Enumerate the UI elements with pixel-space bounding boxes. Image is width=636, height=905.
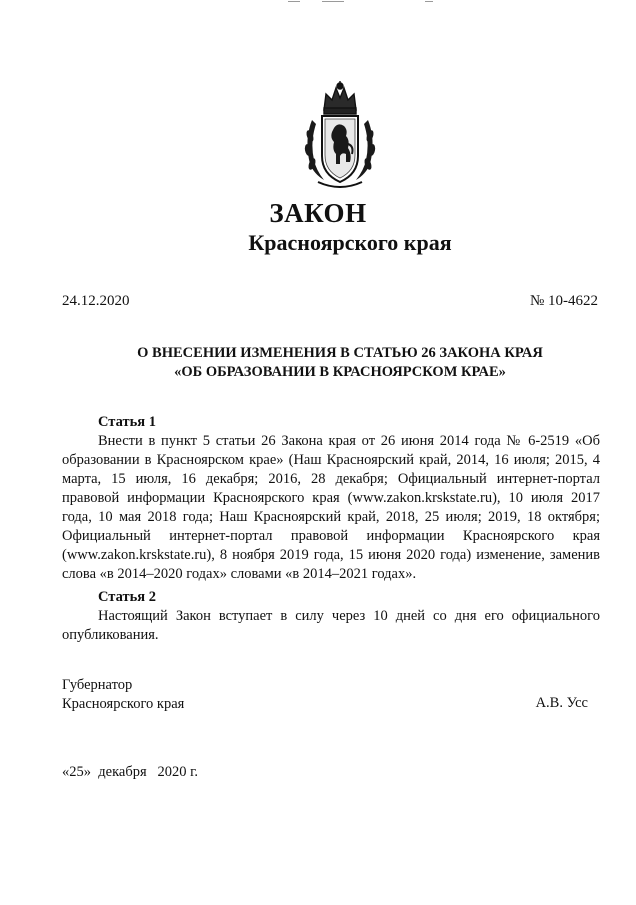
signature-date: «25» декабря 2020 г. — [62, 764, 199, 780]
article-text: Внести в пункт 5 статьи 26 Закона края от 26 июня 2014 года № 6-2519 «Об образовании в Красноярском крае» (Наш Красноярский край, 2014, 16 июля; 2015, 4 марта, 15 июля, 16 декабря; 2016, 28 декабря; Официальный интернет-портал правовой информации Красноярского края (www.zakon.krskstate.ru), 10 июля 2017 года, 10 мая 2018 года; Наш Красноярский край, 2018, 25 июля; 2019, 18 октября; Официальный интернет-портал правовой информации Красноярского края (www.zakon.krskstate.ru), 8 ноября 2019 года, 15 июня 2020 года) изменение, заменив слова «в 2014–2020 годах» словами «в 2014–2021 годах». — [62, 433, 600, 582]
law-heading-line-1: О ВНЕСЕНИИ ИЗМЕНЕНИЯ В СТАТЬЮ 26 ЗАКОНА КРАЯ — [137, 345, 543, 361]
signer-position — [62, 676, 184, 714]
law-title: ЗАКОН — [269, 198, 367, 228]
krasnoyarsk-coat-of-arms-icon — [298, 80, 382, 192]
article-title: Статья 2 — [98, 589, 156, 605]
signer-position-line-1: Губернатор — [62, 677, 133, 693]
article-2 — [62, 588, 600, 645]
article-1 — [62, 413, 600, 584]
scan-marks — [280, 0, 440, 4]
article-title: Статья 1 — [98, 414, 156, 430]
law-heading — [0, 344, 636, 382]
document-date: 24.12.2020 — [62, 293, 130, 309]
document-number: № 10-4622 — [529, 293, 598, 309]
signer-position-line-2: Красноярского края — [62, 696, 185, 712]
article-text: Настоящий Закон вступает в силу через 10 дней со дня его официального опубликования. — [62, 608, 600, 643]
law-heading-line-2: «ОБ ОБРАЗОВАНИИ В КРАСНОЯРСКОМ КРАЕ» — [174, 364, 506, 380]
law-subtitle: Красноярского края — [248, 230, 452, 255]
signer-name: А.В. Усс — [535, 695, 588, 711]
